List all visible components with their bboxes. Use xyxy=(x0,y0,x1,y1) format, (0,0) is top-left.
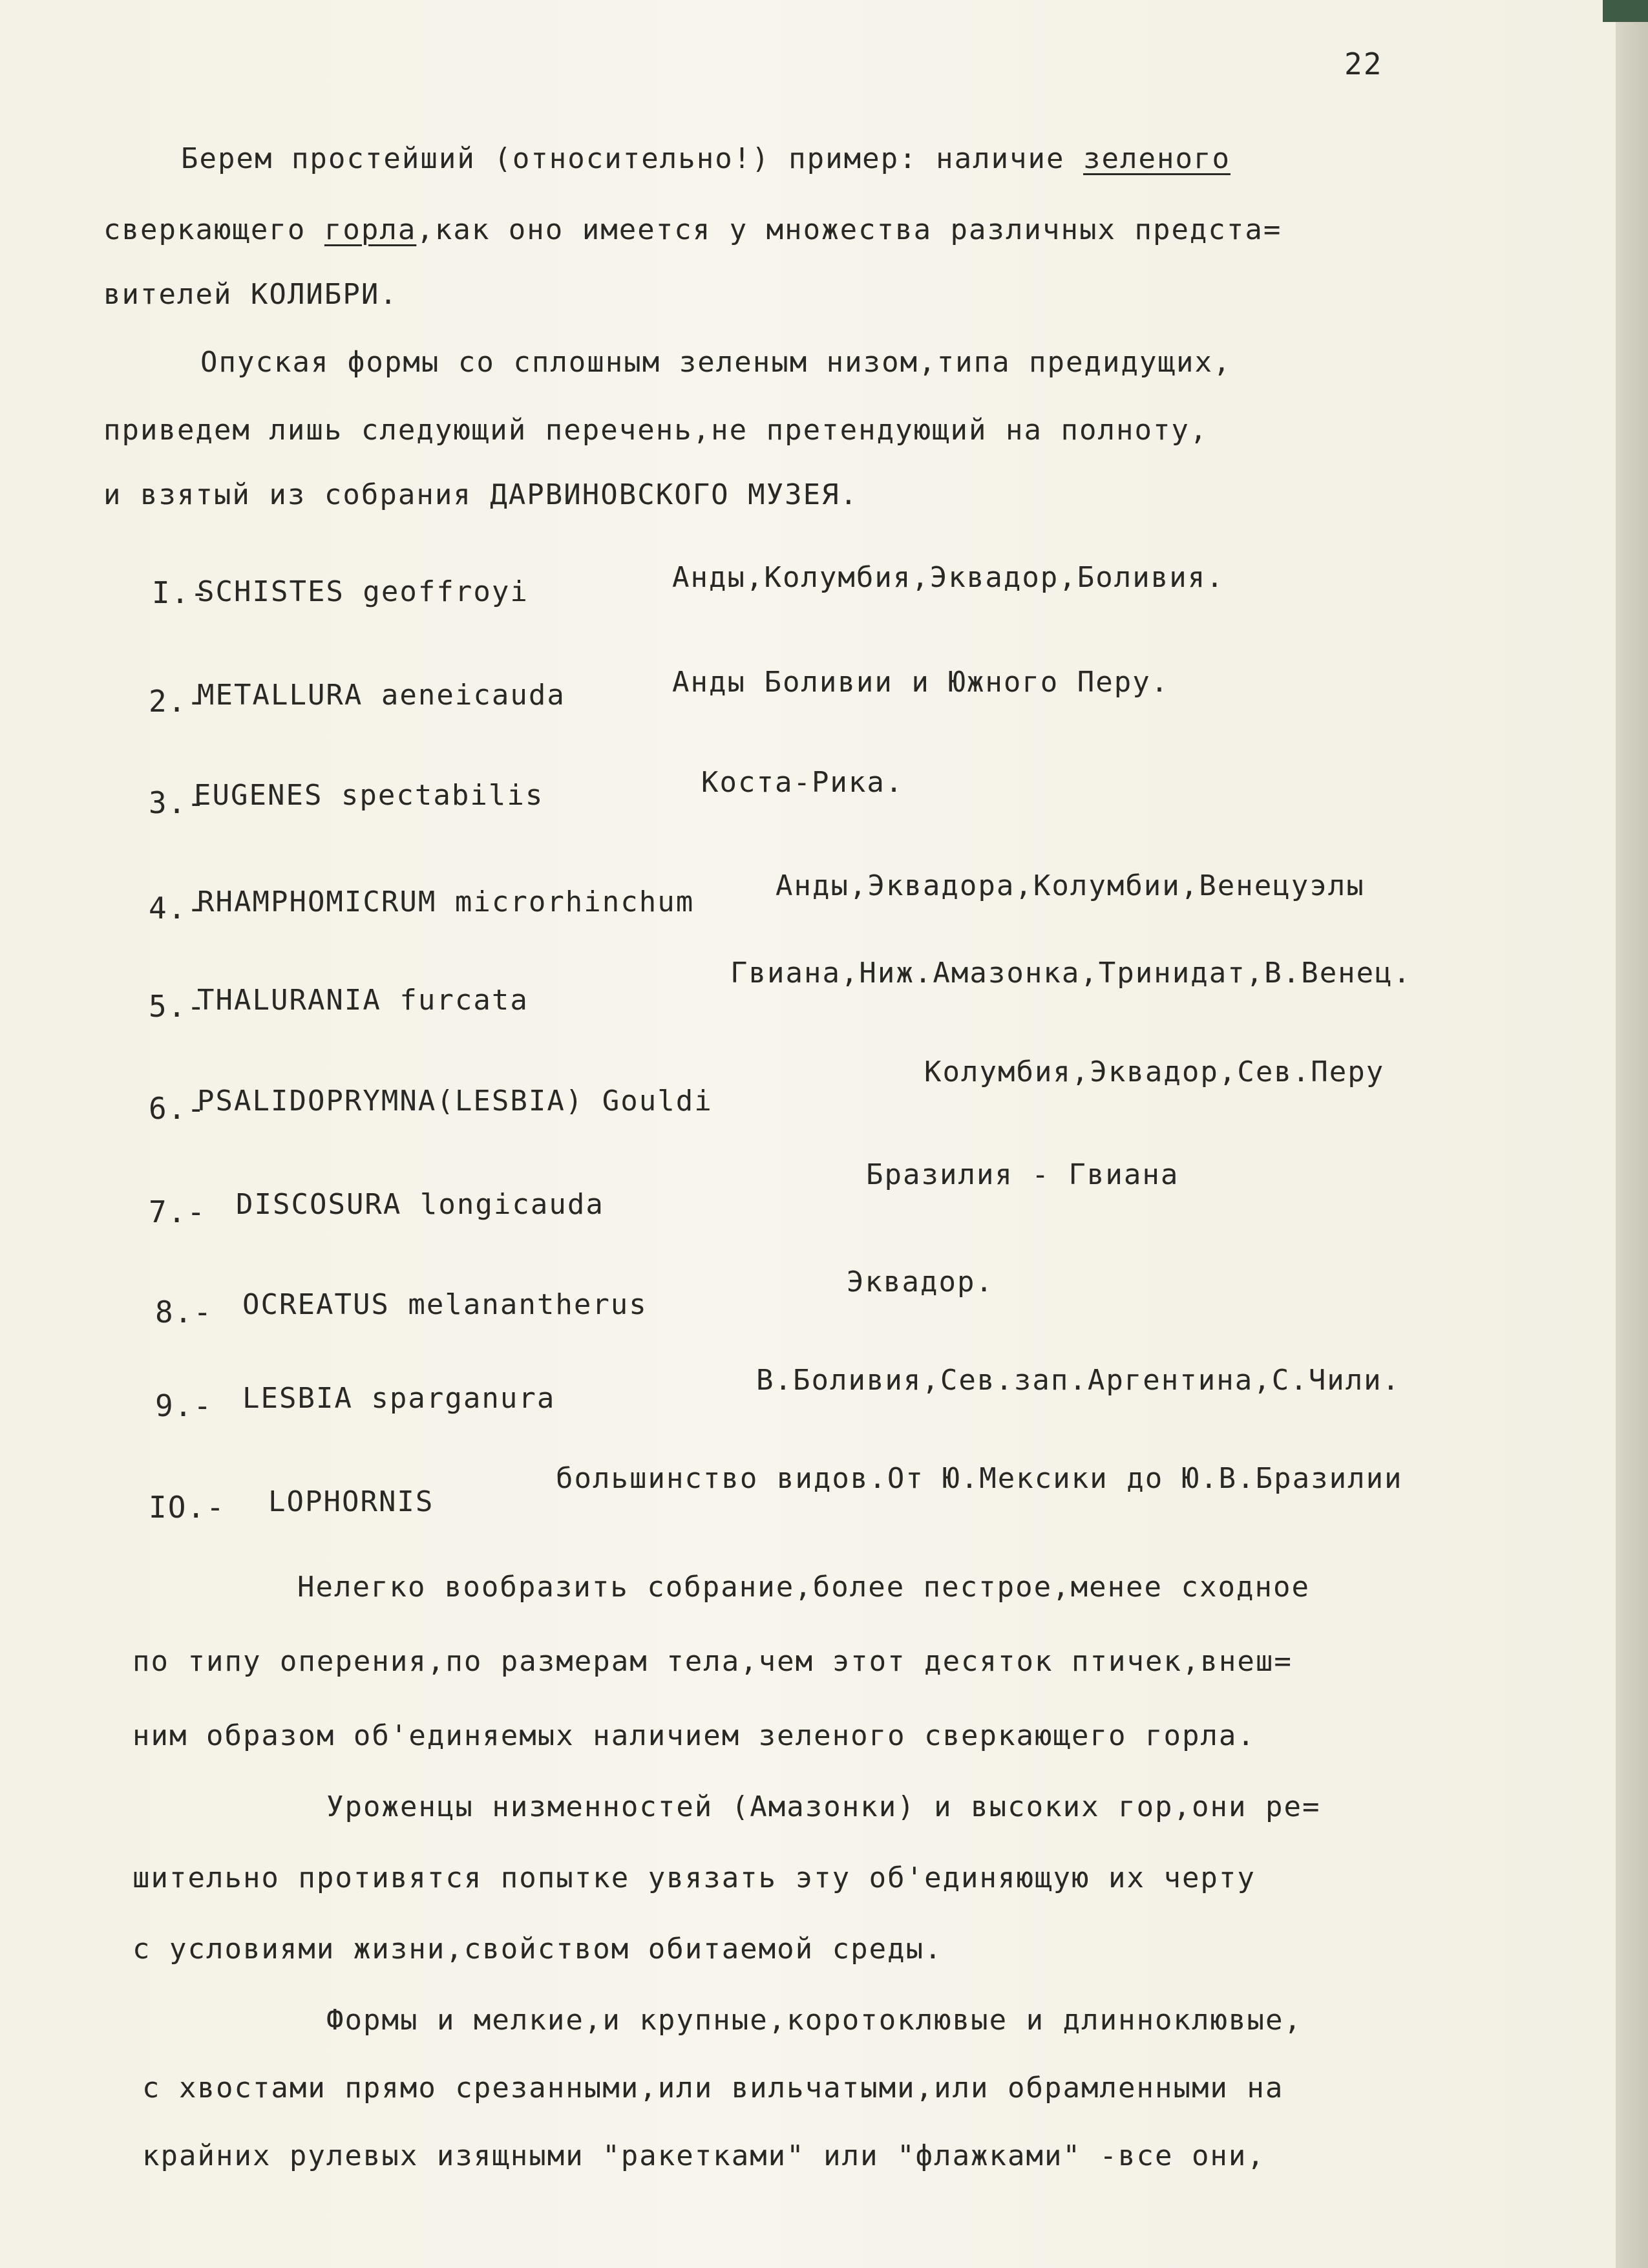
para3-line2: по типу оперения,по размерам тела,чем этот десяток птичек,внеш= xyxy=(132,1645,1293,1678)
page-number: 22 xyxy=(1344,47,1383,81)
para1-line2 xyxy=(103,213,1282,246)
list-item-range: Анды,Колумбия,Эквадор,Боливия. xyxy=(672,561,1225,594)
list-item-number: 2.- xyxy=(149,684,207,719)
background-strip xyxy=(1603,0,1648,22)
underlined-word: зеленого xyxy=(1083,142,1231,175)
para1-line2-text-a: сверкающего xyxy=(103,213,324,246)
para5-line2: с хвостами прямо срезанными,или вильчатыми,или обрамленными на xyxy=(142,2072,1284,2104)
para2-line1: Опуская формы со сплошным зеленым низом,типа предидущих, xyxy=(200,346,1232,379)
list-item-number: 3.- xyxy=(149,785,207,820)
list-item-number: IO.- xyxy=(149,1490,226,1525)
list-item-species: LOPHORNIS xyxy=(268,1485,434,1518)
list-item-range: Колумбия,Эквадор,Сев.Перу xyxy=(924,1055,1385,1088)
page-edge xyxy=(1616,0,1648,2268)
list-item-number: 5.- xyxy=(149,989,207,1024)
list-item-species: DISCOSURA longicauda xyxy=(236,1188,604,1221)
list-item-species: METALLURA aeneicauda xyxy=(197,679,565,712)
list-item-range: Бразилия - Гвиана xyxy=(866,1158,1179,1191)
list-item-number: 9.- xyxy=(155,1388,213,1423)
para5-line3: крайних рулевых изящными "ракетками" или "флажками" -все они, xyxy=(142,2139,1265,2172)
para3-line3: ним образом об'единяемых наличием зеленого сверкающего горла. xyxy=(132,1719,1256,1752)
list-item-range: Коста-Рика. xyxy=(701,766,904,799)
list-item-range: В.Боливия,Сев.зап.Аргентина,С.Чили. xyxy=(756,1364,1401,1397)
para4-line3: с условиями жизни,свойством обитаемой среды. xyxy=(132,1933,943,1966)
para4-line1: Уроженцы низменностей (Амазонки) и высоких гор,они ре= xyxy=(326,1790,1321,1823)
list-item-range: Эквадор. xyxy=(847,1266,994,1298)
list-item-range: Гвиана,Ниж.Амазонка,Тринидат,В.Венец. xyxy=(730,957,1412,990)
list-item-species: PSALIDOPRYMNA(LESBIA) Gouldi xyxy=(197,1085,713,1118)
list-item-number: 8.- xyxy=(155,1295,213,1330)
list-item-species: OCREATUS melanantherus xyxy=(242,1288,648,1321)
list-item-species: THALURANIA furcata xyxy=(197,984,529,1017)
list-item-number: 7.- xyxy=(149,1194,207,1229)
list-item-number: 6.- xyxy=(149,1091,207,1126)
list-item-number: 4.- xyxy=(149,891,207,926)
para3-line1: Нелегко вообразить собрание,более пестрое,менее сходное xyxy=(297,1571,1310,1604)
para2-line3: и взятый из собрания ДАРВИНОВСКОГО МУЗЕЯ. xyxy=(103,478,859,511)
para1-line3: вителей КОЛИБРИ. xyxy=(103,278,398,311)
para4-line2: шительно противятся попытке увязать эту об'единяющую их черту xyxy=(132,1861,1256,1894)
list-item-range: Анды,Эквадора,Колумбии,Венецуэлы xyxy=(776,869,1365,902)
para2-line2: приведем лишь следующий перечень,не претендующий на полноту, xyxy=(103,414,1209,447)
underlined-word: горла xyxy=(324,213,417,246)
list-item-species: LESBIA sparganura xyxy=(242,1382,556,1415)
para1-line1 xyxy=(181,142,1231,175)
list-item-species: RHAMPHOMICRUM microrhinchum xyxy=(197,885,695,918)
list-item-range: большинство видов.От Ю.Мексики до Ю.В.Бразилии xyxy=(556,1462,1403,1495)
list-item-number: I.- xyxy=(152,575,210,610)
para1-line2-text-b: ,как оно имеется у множества различных предста= xyxy=(416,213,1282,246)
list-item-species: EUGENES spectabilis xyxy=(194,779,544,812)
list-item-range: Анды Боливии и Южного Перу. xyxy=(672,666,1170,699)
para1-line1-text: Берем простейший (относительно!) пример: наличие xyxy=(181,142,1084,175)
para5-line1: Формы и мелкие,и крупные,коротоклювые и длинноклювые, xyxy=(326,2004,1302,2037)
list-item-species: SCHISTES geoffroyi xyxy=(197,575,529,608)
